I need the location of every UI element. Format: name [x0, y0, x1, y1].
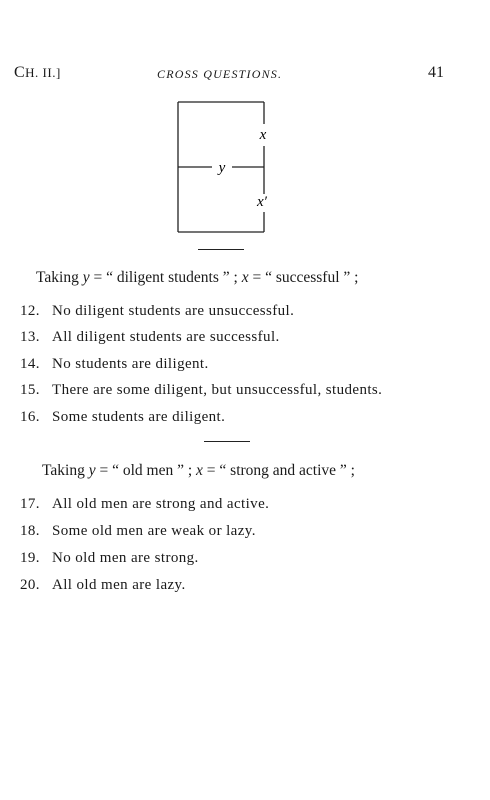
proposition-number: 16. — [20, 409, 40, 425]
section2-substitution — [42, 462, 355, 480]
page-header — [0, 64, 490, 86]
variable-x: x — [241, 269, 249, 286]
diagram-label-x: x — [259, 127, 267, 143]
chapter-reference — [14, 64, 61, 82]
running-title: CROSS QUESTIONS. — [157, 67, 283, 81]
variable-x: x — [196, 462, 203, 479]
proposition-text: All old men are lazy. — [52, 577, 186, 593]
proposition-item — [20, 356, 209, 373]
diagram-label-x-prime: x′ — [257, 194, 267, 210]
proposition-number: 13. — [20, 329, 40, 345]
chapter-rest: H. II.] — [25, 65, 61, 80]
page-number: 41 — [428, 64, 444, 81]
proposition-item — [20, 577, 186, 594]
y-definition: = “ old men ” ; — [95, 462, 197, 479]
logic-diagram — [170, 96, 280, 238]
proposition-item — [20, 382, 382, 399]
proposition-item — [20, 409, 225, 426]
diagram-label-y: y — [218, 160, 226, 176]
proposition-text: There are some diligent, but unsuccessful, students. — [52, 382, 383, 398]
x-definition: = “ successful ” ; — [248, 269, 359, 286]
proposition-item — [20, 496, 269, 513]
taking-lead: Taking — [36, 269, 83, 286]
proposition-number: 20. — [20, 577, 40, 593]
separator-rule — [204, 441, 250, 442]
proposition-text: All old men are strong and active. — [52, 496, 270, 512]
proposition-item — [20, 303, 294, 320]
proposition-number: 18. — [20, 523, 40, 539]
proposition-text: Some students are diligent. — [52, 409, 226, 425]
proposition-text: No old men are strong. — [52, 550, 199, 566]
proposition-number: 17. — [20, 496, 40, 512]
proposition-number: 15. — [20, 382, 40, 398]
x-definition: = “ strong and active ” ; — [202, 462, 355, 479]
section1-substitution — [36, 269, 358, 287]
y-definition: = “ diligent students ” ; — [89, 269, 242, 286]
proposition-item — [20, 550, 199, 567]
variable-y: y — [88, 462, 96, 479]
proposition-item — [20, 523, 256, 540]
proposition-number: 19. — [20, 550, 40, 566]
chapter-prefix: C — [14, 64, 26, 81]
separator-rule — [198, 249, 244, 250]
proposition-text: Some old men are weak or lazy. — [52, 523, 256, 539]
variable-y: y — [82, 269, 90, 286]
taking-lead: Taking — [42, 462, 89, 479]
proposition-number: 12. — [20, 303, 40, 319]
proposition-item — [20, 329, 280, 346]
proposition-text: All diligent students are successful. — [52, 329, 280, 345]
proposition-text: No diligent students are unsuccessful. — [52, 303, 295, 319]
proposition-number: 14. — [20, 356, 40, 372]
proposition-text: No students are diligent. — [52, 356, 209, 372]
